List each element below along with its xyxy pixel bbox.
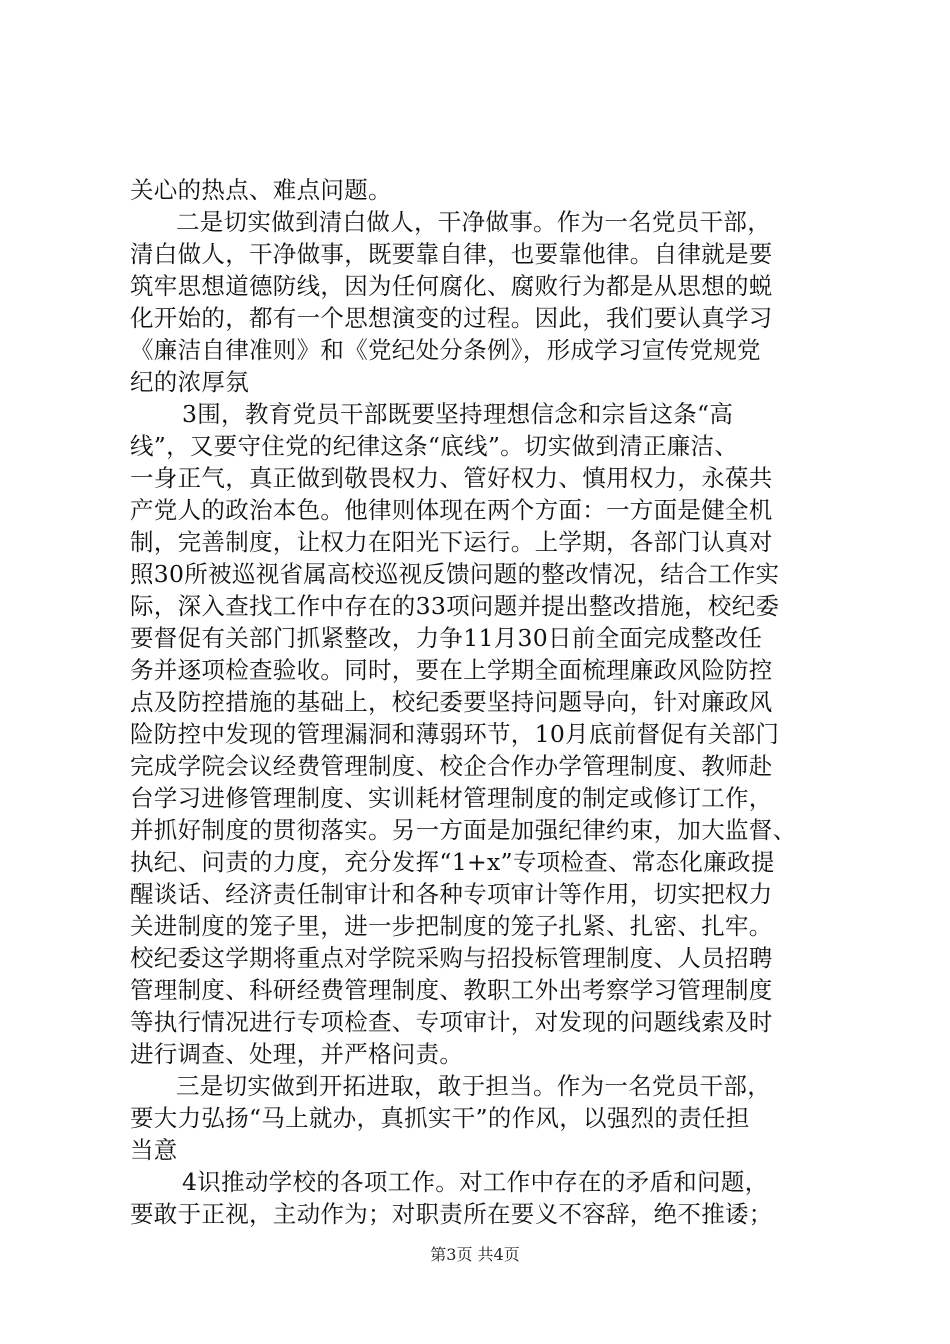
text-line: 线”，又要守住党的纪律这条“底线”。切实做到清正廉洁、 — [130, 432, 739, 460]
text-line: 制，完善制度，让权力在阳光下运行。上学期，各部门认真对 — [130, 528, 773, 556]
text-line: 要大力弘扬“马上就办，真抓实干”的作风，以强烈的责任担 — [130, 1104, 750, 1132]
text-line: 清白做人，干净做事，既要靠自律，也要靠他律。自律就是要 — [130, 240, 773, 268]
text-line: 当意 — [130, 1136, 178, 1164]
text-line: 4识推动学校的各项工作。对工作中存在的矛盾和问题， — [182, 1168, 769, 1196]
page-number-label: 第3页 共4页 — [430, 1245, 520, 1264]
text-line: 《廉洁自律准则》和《党纪处分条例》，形成学习宣传党规党 — [130, 336, 761, 364]
text-line: 完成学院会议经费管理制度、校企合作办学管理制度、教师赴 — [130, 752, 773, 780]
text-line: 际，深入查找工作中存在的33项问题并提出整改措施，校纪委 — [130, 592, 780, 620]
text-line: 筑牢思想道德防线，因为任何腐化、腐败行为都是从思想的蜕 — [130, 272, 773, 300]
text-line: 二是切实做到清白做人，干净做事。作为一名党员干部， — [176, 208, 771, 236]
text-line: 等执行情况进行专项检查、专项审计，对发现的问题线索及时 — [130, 1008, 773, 1036]
text-line: 要督促有关部门抓紧整改，力争11月30日前全面完成整改任 — [130, 624, 763, 652]
text-line: 校纪委这学期将重点对学院采购与招投标管理制度、人员招聘 — [130, 944, 773, 972]
text-line: 点及防控措施的基础上，校纪委要坚持问题导向，针对廉政风 — [130, 688, 773, 716]
text-line: 3围，教育党员干部既要坚持理想信念和宗旨这条“高 — [182, 400, 734, 428]
text-line: 执纪、问责的力度，充分发挥“1+x”专项检查、常态化廉政提 — [130, 848, 775, 876]
text-line: 照30所被巡视省属高校巡视反馈问题的整改情况，结合工作实 — [130, 560, 780, 588]
text-line: 一身正气，真正做到敬畏权力、管好权力、慎用权力，永葆共 — [130, 464, 773, 492]
text-line: 纪的浓厚氛 — [130, 368, 249, 396]
text-line: 要敢于正视，主动作为；对职责所在要义不容辞，绝不推诿； — [130, 1200, 773, 1228]
text-line: 险防控中发现的管理漏洞和薄弱环节，10月底前督促有关部门 — [130, 720, 780, 748]
text-line: 醒谈话、经济责任制审计和各种专项审计等作用，切实把权力 — [130, 880, 773, 908]
text-line: 并抓好制度的贯彻落实。另一方面是加强纪律约束，加大监督、 — [130, 816, 797, 844]
text-line: 产党人的政治本色。他律则体现在两个方面：一方面是健全机 — [130, 496, 773, 524]
text-line: 化开始的，都有一个思想演变的过程。因此，我们要认真学习 — [130, 304, 773, 332]
text-line: 台学习进修管理制度、实训耗材管理制度的制定或修订工作， — [130, 784, 773, 812]
text-line: 关进制度的笼子里，进一步把制度的笼子扎紧、扎密、扎牢。 — [130, 912, 773, 940]
text-line: 关心的热点、难点问题。 — [130, 176, 392, 204]
text-line: 进行调查、处理，并严格问责。 — [130, 1040, 464, 1068]
text-line: 务并逐项检查验收。同时，要在上学期全面梳理廉政风险防控 — [130, 656, 773, 684]
text-line: 三是切实做到开拓进取，敢于担当。作为一名党员干部， — [176, 1072, 771, 1100]
body-text — [130, 174, 830, 1230]
page-footer — [0, 1245, 950, 1265]
text-line: 管理制度、科研经费管理制度、教职工外出考察学习管理制度 — [130, 976, 773, 1004]
